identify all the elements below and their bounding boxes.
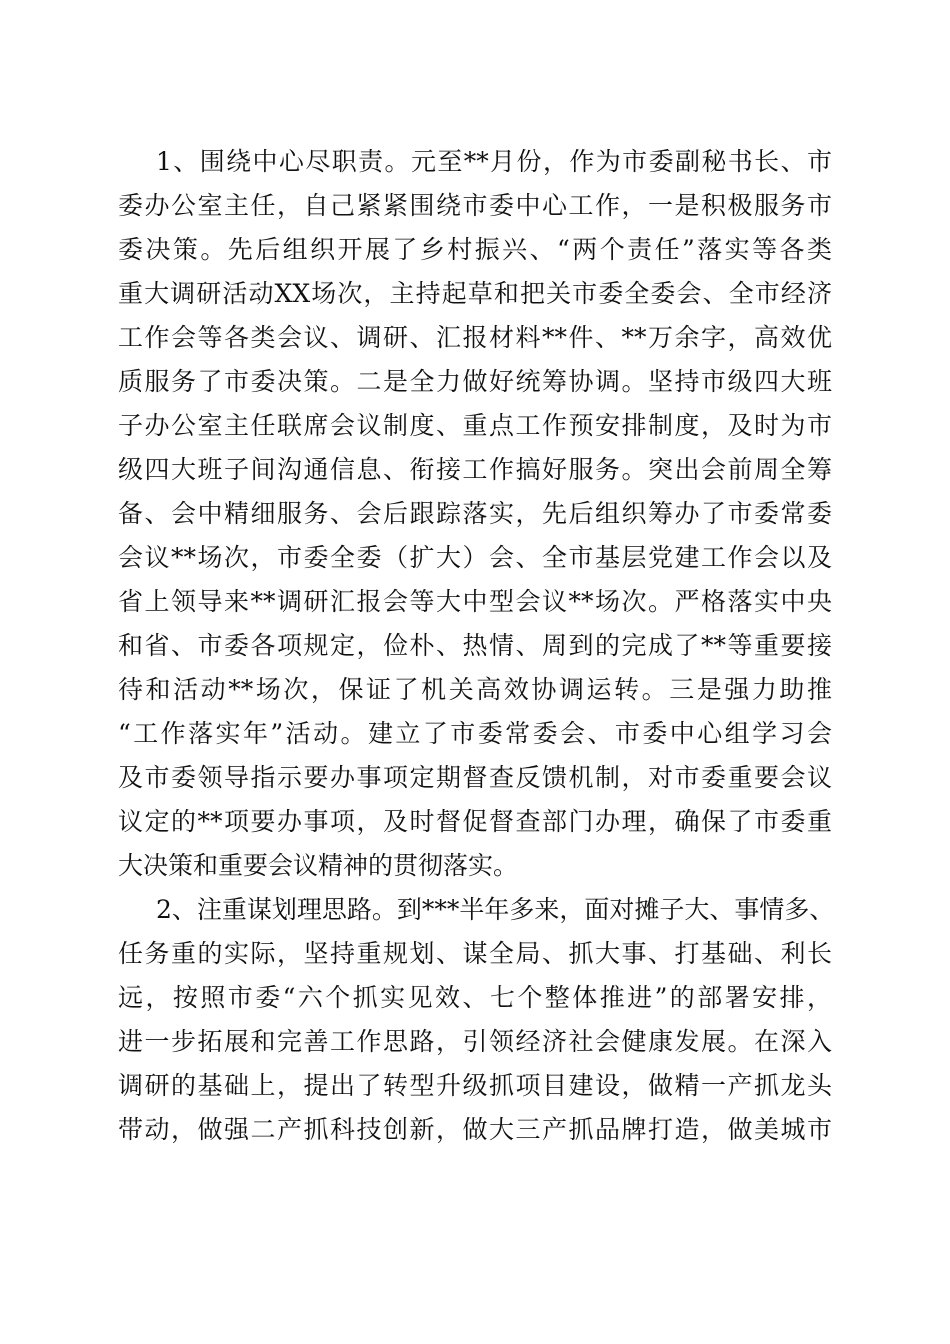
paragraph-line: “工作落实年”活动。建立了市委常委会、市委中心组学习会 [118,719,832,748]
paragraph-line: 委决策。先后组织开展了乡村振兴、“两个责任”落实等各类 [118,235,832,264]
paragraph-line: 质服务了市委决策。二是全力做好统筹协调。坚持市级四大班 [118,367,832,396]
paragraph-2 [118,888,835,1152]
paragraph-line: 工作会等各类会议、调研、汇报材料**件、**万余字，高效优 [118,323,832,352]
paragraph-line: 及市委领导指示要办事项定期督查反馈机制，对市委重要会议 [118,763,832,792]
paragraph-line: 2、注重谋划理思路。到***半年多来，面对摊子大、事情多、 [156,895,835,924]
paragraph-line: 备、会中精细服务、会后跟踪落实，先后组织筹办了市委常委 [118,499,832,528]
paragraph-line: 调研的基础上，提出了转型升级抓项目建设，做精一产抓龙头 [118,1071,832,1100]
paragraph-line: 1、围绕中心尽职责。元至**月份，作为市委副秘书长、市 [156,147,832,176]
paragraph-line: 待和活动**场次，保证了机关高效协调运转。三是强力助推 [118,675,832,704]
body-text [118,140,835,1152]
paragraph-line: 级四大班子间沟通信息、衔接工作搞好服务。突出会前周全筹 [118,455,832,484]
paragraph-line: 大决策和重要会议精神的贯彻落实。 [118,851,519,880]
paragraph-line: 远，按照市委“六个抓实见效、七个整体推进”的部署安排， [118,983,832,1012]
paragraph-line: 委办公室主任，自己紧紧围绕市委中心工作，一是积极服务市 [118,191,832,220]
paragraph-line: 重大调研活动XX场次，主持起草和把关市委全委会、全市经济 [118,279,832,308]
paragraph-line: 和省、市委各项规定，俭朴、热情、周到的完成了**等重要接 [118,631,832,660]
paragraph-1 [118,140,832,888]
paragraph-line: 议定的**项要办事项，及时督促督查部门办理，确保了市委重 [118,807,832,836]
paragraph-line: 进一步拓展和完善工作思路，引领经济社会健康发展。在深入 [118,1027,832,1056]
paragraph-line: 会议**场次，市委全委（扩大）会、全市基层党建工作会以及 [118,543,832,572]
paragraph-line: 子办公室主任联席会议制度、重点工作预安排制度，及时为市 [118,411,832,440]
paragraph-line: 带动，做强二产抓科技创新，做大三产抓品牌打造，做美城市 [118,1115,832,1144]
paragraph-line: 省上领导来**调研汇报会等大中型会议**场次。严格落实中央 [118,587,832,616]
paragraph-line: 任务重的实际，坚持重规划、谋全局、抓大事、打基础、利长 [118,939,832,968]
